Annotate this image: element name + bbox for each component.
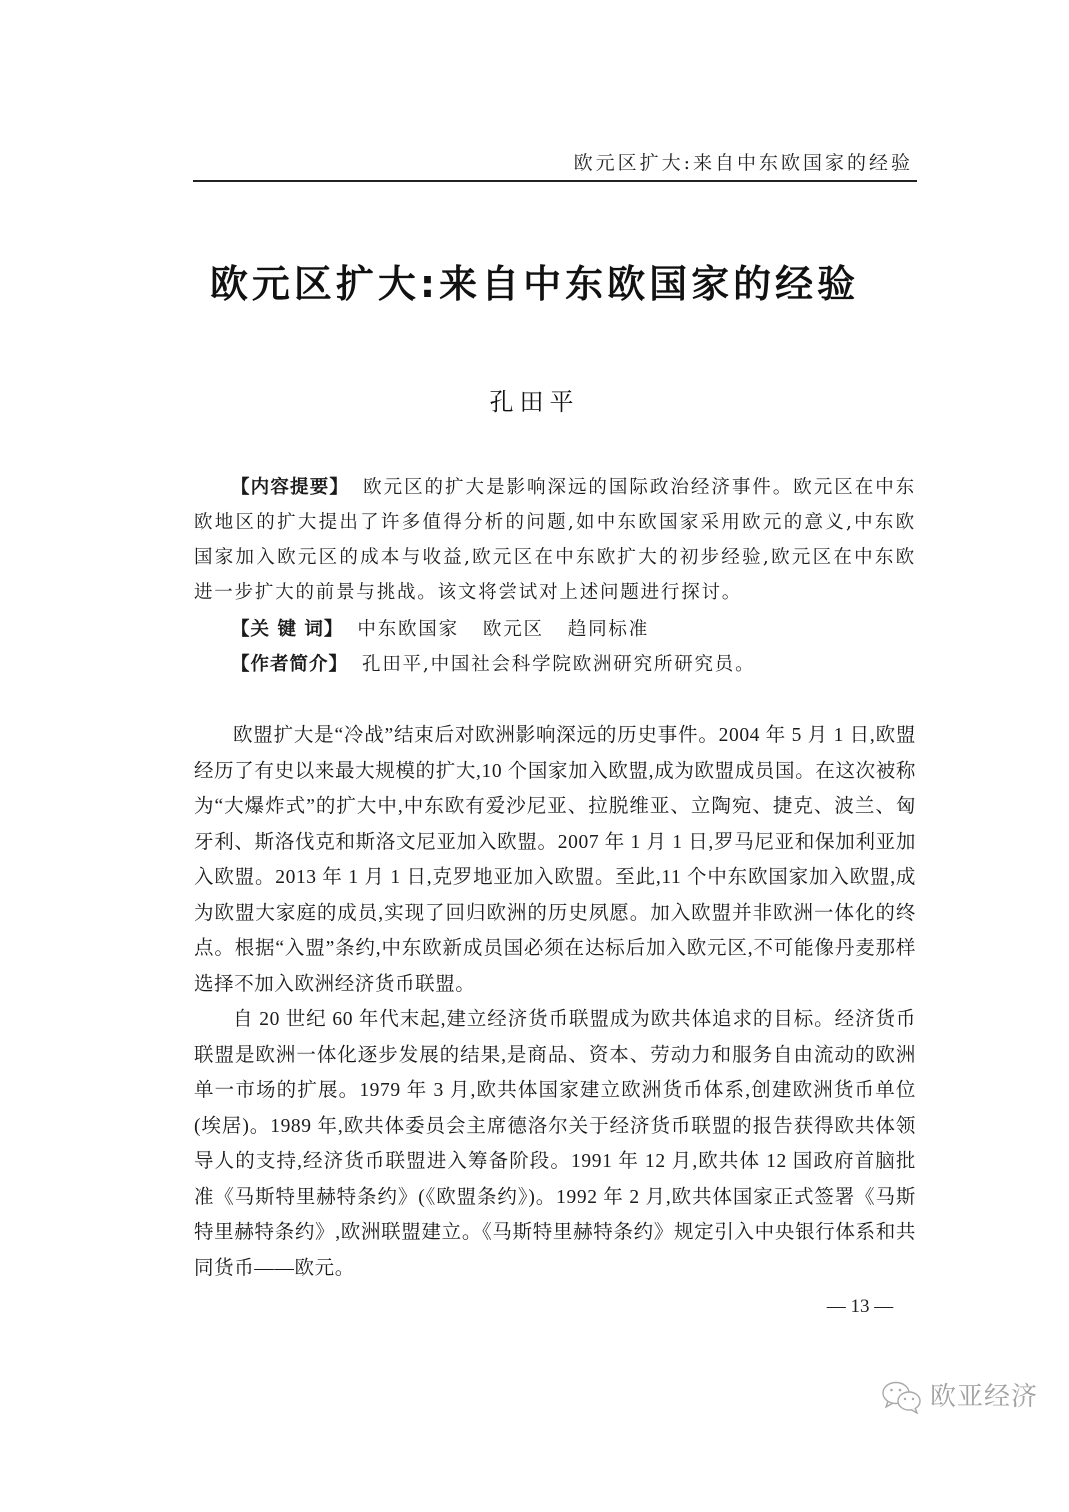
article-title: 欧元区扩大:来自中东欧国家的经验 xyxy=(209,262,860,306)
page-number: — 13 — xyxy=(826,1296,894,1317)
body-text xyxy=(194,718,916,1286)
abstract-label: 【内容提要】 xyxy=(231,477,350,498)
author-bio-label: 【作者简介】 xyxy=(231,654,349,675)
abstract-block xyxy=(194,470,916,682)
body-paragraph: 欧盟扩大是“冷战”结束后对欧洲影响深远的历史事件。2004 年 5 月 1 日,欧盟经历了有史以来最大规模的扩大,10 个国家加入欧盟,成为欧盟成员国。在这次被称为“大爆炸式”的扩大中,中东欧有爱沙尼亚、拉脱维亚、立陶宛、捷克、波兰、匈牙利、斯洛伐克和斯洛文尼亚加入欧盟。2007 年 1 月 1 日,罗马尼亚和保加利亚加入欧盟。2013 年 1 月 1 日,克罗地亚加入欧盟。至此,11 个中东欧国家加入欧盟,成为欧盟大家庭的成员,实现了回归欧洲的历史夙愿。加入欧盟并非欧洲一体化的终点。根据“入盟”条约,中东欧新成员国必须在达标后加入欧元区,不可能像丹麦那样选择不加入欧洲经济货币联盟。 xyxy=(194,725,916,995)
keywords-label: 【关 键 词】 xyxy=(231,619,344,640)
watermark xyxy=(880,1380,1069,1434)
author-name: 孔田平 xyxy=(489,388,580,416)
keyword: 欧元区 xyxy=(482,619,544,640)
author-bio-text: 孔田平,中国社会科学院欧洲研究所研究员。 xyxy=(362,654,756,675)
keywords-line xyxy=(194,612,916,647)
body-paragraph: 自 20 世纪 60 年代末起,建立经济货币联盟成为欧共体追求的目标。经济货币联盟是欧洲一体化逐步发展的结果,是商品、资本、劳动力和服务自由流动的欧洲单一市场的扩展。1979 年 3 月,欧共体国家建立欧洲货币体系,创建欧洲货币单位(埃居)。1989 年,欧共体委员会主席德洛尔关于经济货币联盟的报告获得欧共体领导人的支持,经济货币联盟进入筹备阶段。1991 年 12 月,欧共体 12 国政府首脑批准《马斯特里赫特条约》(《欧盟条约》)。1992 年 2 月,欧共体国家正式签署《马斯特里赫特条约》,欧洲联盟建立。《马斯特里赫特条约》规定引入中央银行体系和共同货币——欧元。 xyxy=(194,1009,916,1279)
keyword: 中东欧国家 xyxy=(357,619,459,640)
header-rule xyxy=(193,180,917,182)
abstract-text: 欧元区的扩大是影响深远的国际政治经济事件。欧元区在中东欧地区的扩大提出了许多值得分析的问题,如中东欧国家采用欧元的意义,中东欧国家加入欧元区的成本与收益,欧元区在中东欧扩大的初步经验,欧元区在中东欧进一步扩大的前景与挑战。该文将尝试对上述问题进行探讨。 xyxy=(194,477,916,603)
running-header: 欧元区扩大:来自中东欧国家的经验 xyxy=(573,152,913,174)
watermark-text: 欧亚经济 xyxy=(930,1382,1039,1412)
abstract xyxy=(194,470,916,610)
author-bio-line xyxy=(194,647,916,682)
keyword: 趋同标准 xyxy=(567,619,650,640)
wechat-icon xyxy=(880,1380,924,1414)
